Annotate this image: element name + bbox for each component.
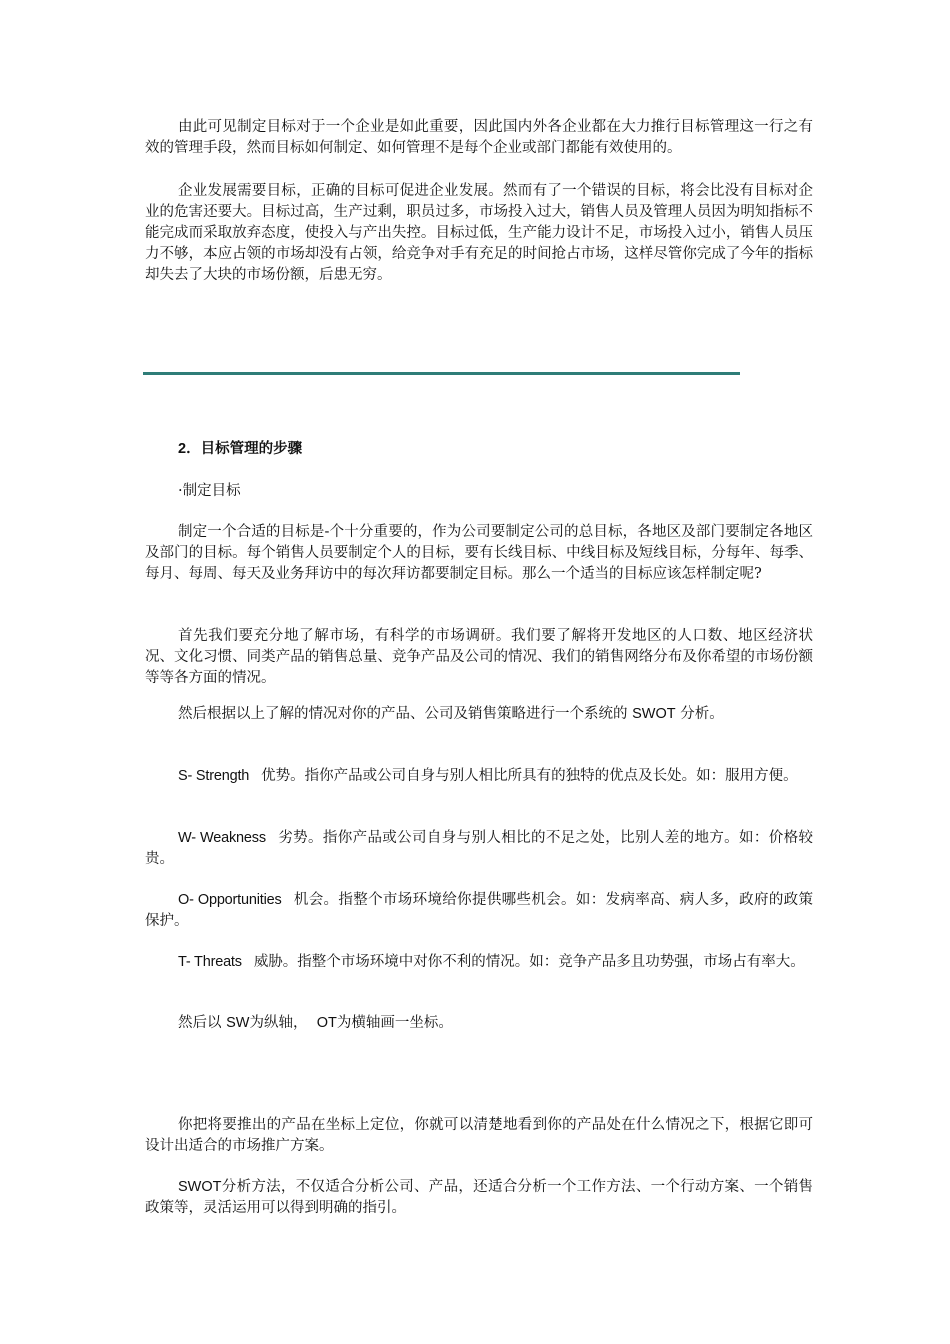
bullet-set-goals: ·制定目标 [178,483,241,499]
axis-text-e: 为横轴画一坐标。 [336,1015,453,1031]
swot-item-threats [145,952,813,973]
axis-ot: OT [316,1015,337,1031]
section-number: 2． [178,441,201,457]
swot-intro-text: 然后根据以上了解的情况对你的产品、公司及销售策略进行一个系统的 [178,706,628,722]
paragraph-market-research: 首先我们要充分地了解市场，有科学的市场调研。我们要了解将开发地区的人口数、地区经济状况、文化习惯、同类产品的销售总量、竞争产品及公司的情况、我们的销售网络分布及你希望的市场份额等等各方面的情况。 [145,628,813,686]
swot-term: SWOT [632,706,676,722]
swot-item-weakness [145,828,813,870]
axis-sw: SW [226,1015,250,1031]
paragraph-swot-usage [145,1177,813,1219]
swot-item-desc: 优势。指你产品或公司自身与别人相比所具有的独特的优点及长处。如：服用方便。 [261,768,798,784]
paragraph-axis [145,1013,813,1034]
axis-text-a: 然后以 [178,1015,222,1031]
section-title: 目标管理的步骤 [200,440,303,457]
swot-usage-term: SWOT [178,1179,222,1195]
axis-text-c: 为纵轴， [249,1015,308,1031]
swot-item-desc: 机会。指整个市场环境给你提供哪些机会。如：发病率高、病人多，政府的政策保护。 [145,892,813,929]
section-divider [143,372,740,375]
swot-item-strength [145,766,813,787]
swot-item-term: W- Weakness [178,830,266,846]
paragraph-positioning: 你把将要推出的产品在坐标上定位，你就可以清楚地看到你的产品处在什么情况之下，根据它即可设计出适合的市场推广方案。 [145,1117,813,1154]
swot-item-desc: 威胁。指整个市场环境中对你不利的情况。如：竞争产品多且功势强，市场占有率大。 [253,954,805,970]
paragraph-set-goals: 制定一个合适的目标是-个十分重要的，作为公司要制定公司的总目标，各地区及部门要制定各地区及部门的目标。每个销售人员要制定个人的目标，要有长线目标、中线目标及短线目标，分每年、每季、每月、每周、每天及业务拜访中的每次拜访都要制定目标。那么一个适当的目标应该怎样制定呢? [145,524,813,582]
swot-intro-end: 分析。 [680,706,724,722]
paragraph-goal-risks: 企业发展需要目标，正确的目标可促进企业发展。然而有了一个错误的目标，将会比没有目标对企业的危害还要大。目标过高，生产过剩，职员过多，市场投入过大，销售人员及管理人员因为明知指标不能完成而采取放弃态度，使投入与产出失控。目标过低，生产能力设计不足，市场投入过小，销售人员压力不够，本应占领的市场却没有占领，给竞争对手有充足的时间抢占市场，这样尽管你完成了今年的指标却失去了大块的市场份额，后患无穷。 [145,183,813,283]
swot-usage-text: 分析方法，不仅适合分析公司、产品，还适合分析一个工作方法、一个行动方案、一个销售政策等，灵活运用可以得到明确的指引。 [145,1179,813,1216]
section-heading [178,437,302,458]
swot-item-term: O- Opportunities [178,892,282,908]
swot-item-term: T- Threats [178,954,242,970]
paragraph-goal-importance: 由此可见制定目标对于一个企业是如此重要，因此国内外各企业都在大力推行目标管理这一行之有效的管理手段，然而目标如何制定、如何管理不是每个企业或部门都能有效使用的。 [145,119,813,156]
paragraph-swot-intro [145,704,813,725]
swot-item-term: S- Strength [178,768,250,784]
swot-item-desc: 劣势。指你产品或公司自身与别人相比的不足之处，比别人差的地方。如：价格较贵。 [145,830,814,867]
swot-item-opportunities [145,890,813,932]
